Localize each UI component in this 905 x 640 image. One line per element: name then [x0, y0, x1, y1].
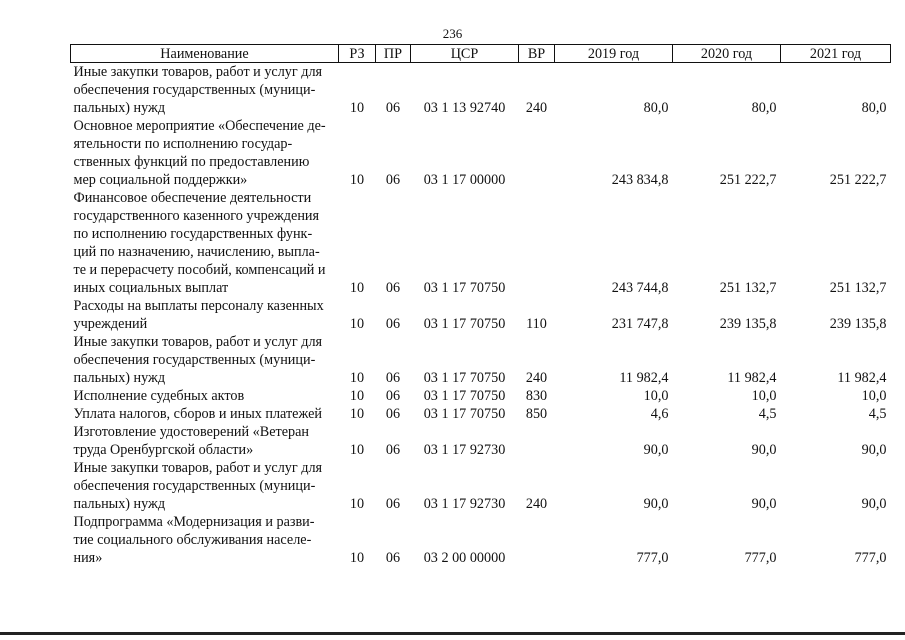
- table-row: [71, 297, 891, 333]
- cell-rz: 10: [349, 496, 365, 512]
- cell-name: Основное мероприятие «Обеспечение де- ятельности по исполнению государ- ственных функций по предоставлению мер социальной поддержки»: [73, 118, 326, 188]
- table-row: [71, 63, 891, 118]
- header-csr: ЦСР: [411, 45, 519, 63]
- cell-pr: 06: [385, 280, 401, 296]
- cell-y2021: 90,0: [861, 496, 887, 512]
- cell-y2019: 10,0: [643, 388, 669, 404]
- header-name: Наименование: [71, 45, 339, 63]
- cell-y2020: 251 132,7: [719, 280, 777, 296]
- cell-rz: 10: [349, 280, 365, 296]
- header-pr: ПР: [376, 45, 411, 63]
- cell-csr: 03 1 17 70750: [423, 316, 506, 332]
- cell-csr: 03 1 13 92740: [423, 100, 506, 116]
- cell-y2019: 231 747,8: [611, 316, 669, 332]
- cell-rz: 10: [349, 370, 365, 386]
- cell-vr: [519, 189, 555, 297]
- header-2021: 2021 год: [781, 45, 891, 63]
- cell-vr: [519, 423, 555, 459]
- table-row: [71, 333, 891, 387]
- cell-vr: 850: [525, 406, 548, 422]
- cell-csr: 03 1 17 92730: [423, 496, 506, 512]
- cell-vr: 240: [525, 496, 548, 512]
- table-row: [71, 387, 891, 405]
- cell-y2020: 777,0: [744, 550, 777, 566]
- table-row: [71, 405, 891, 423]
- table-row: [71, 513, 891, 567]
- cell-csr: 03 1 17 70750: [423, 280, 506, 296]
- cell-vr: 240: [525, 370, 548, 386]
- cell-pr: 06: [385, 100, 401, 116]
- cell-pr: 06: [385, 496, 401, 512]
- cell-rz: 10: [349, 316, 365, 332]
- cell-csr: 03 1 17 00000: [423, 172, 506, 188]
- table-header-row: [71, 45, 891, 63]
- cell-y2019: 80,0: [643, 100, 669, 116]
- table-row: [71, 459, 891, 513]
- cell-name: Финансовое обеспечение деятельности государственного казенного учреждения по исполнению государственных функ- ций по назначению, начислению, выпла- те и перерасчету пособий, компенсаций и иных социальных выплат: [73, 190, 326, 296]
- header-2019: 2019 год: [555, 45, 673, 63]
- header-vr: ВР: [519, 45, 555, 63]
- cell-y2021: 777,0: [854, 550, 887, 566]
- cell-y2019: 90,0: [643, 442, 669, 458]
- cell-pr: 06: [385, 316, 401, 332]
- cell-y2021: 11 982,4: [837, 370, 887, 386]
- cell-vr: 830: [525, 388, 548, 404]
- cell-rz: 10: [349, 550, 365, 566]
- cell-pr: 06: [385, 172, 401, 188]
- cell-name: Иные закупки товаров, работ и услуг для обеспечения государственных (муници- пальных) нужд: [73, 460, 323, 512]
- cell-name: Расходы на выплаты персоналу казенных учреждений: [73, 298, 324, 332]
- cell-y2020: 239 135,8: [719, 316, 777, 332]
- cell-y2020: 4,5: [758, 406, 777, 422]
- cell-y2021: 251 222,7: [829, 172, 887, 188]
- cell-y2019: 243 834,8: [611, 172, 669, 188]
- cell-vr: 110: [526, 316, 547, 332]
- cell-vr: [519, 513, 555, 567]
- cell-name: Подпрограмма «Модернизация и разви- тие социального обслуживания населе- ния»: [73, 514, 315, 566]
- cell-csr: 03 1 17 70750: [423, 406, 506, 422]
- table-row: [71, 117, 891, 189]
- cell-pr: 06: [385, 406, 401, 422]
- header-2020: 2020 год: [673, 45, 781, 63]
- cell-csr: 03 1 17 70750: [423, 370, 506, 386]
- cell-name: Изготовление удостоверений «Ветеран труда Оренбургской области»: [73, 424, 309, 458]
- cell-y2021: 90,0: [861, 442, 887, 458]
- cell-y2019: 777,0: [636, 550, 669, 566]
- bottom-rule: [0, 632, 905, 635]
- cell-csr: 03 1 17 92730: [423, 442, 506, 458]
- page-number: 236: [442, 26, 463, 41]
- cell-name: Иные закупки товаров, работ и услуг для обеспечения государственных (муници- пальных) нужд: [73, 334, 323, 386]
- table-row: [71, 189, 891, 297]
- cell-pr: 06: [385, 370, 401, 386]
- cell-y2019: 243 744,8: [611, 280, 669, 296]
- cell-y2021: 251 132,7: [829, 280, 887, 296]
- cell-rz: 10: [349, 388, 365, 404]
- cell-y2020: 10,0: [751, 388, 777, 404]
- budget-table: [70, 44, 891, 567]
- cell-y2020: 90,0: [751, 442, 777, 458]
- cell-y2020: 251 222,7: [719, 172, 777, 188]
- cell-y2021: 80,0: [861, 100, 887, 116]
- cell-y2021: 4,5: [868, 406, 887, 422]
- cell-pr: 06: [385, 388, 401, 404]
- cell-rz: 10: [349, 406, 365, 422]
- cell-y2021: 10,0: [861, 388, 887, 404]
- cell-rz: 10: [349, 172, 365, 188]
- cell-pr: 06: [385, 442, 401, 458]
- cell-csr: 03 1 17 70750: [423, 388, 506, 404]
- cell-vr: 240: [525, 100, 548, 116]
- table-body: [71, 63, 891, 568]
- cell-y2019: 90,0: [643, 496, 669, 512]
- cell-vr: [519, 117, 555, 189]
- cell-y2020: 80,0: [751, 100, 777, 116]
- cell-name: Уплата налогов, сборов и иных платежей: [73, 406, 322, 422]
- cell-name: Иные закупки товаров, работ и услуг для обеспечения государственных (муници- пальных) нужд: [73, 64, 323, 116]
- cell-y2019: 4,6: [650, 406, 669, 422]
- cell-pr: 06: [385, 550, 401, 566]
- cell-name: Исполнение судебных актов: [73, 388, 245, 404]
- cell-y2021: 239 135,8: [829, 316, 887, 332]
- cell-rz: 10: [349, 442, 365, 458]
- cell-csr: 03 2 00 00000: [423, 550, 506, 566]
- cell-rz: 10: [349, 100, 365, 116]
- cell-y2020: 11 982,4: [727, 370, 777, 386]
- cell-y2019: 11 982,4: [619, 370, 669, 386]
- cell-y2020: 90,0: [751, 496, 777, 512]
- header-rz: РЗ: [339, 45, 376, 63]
- table-row: [71, 423, 891, 459]
